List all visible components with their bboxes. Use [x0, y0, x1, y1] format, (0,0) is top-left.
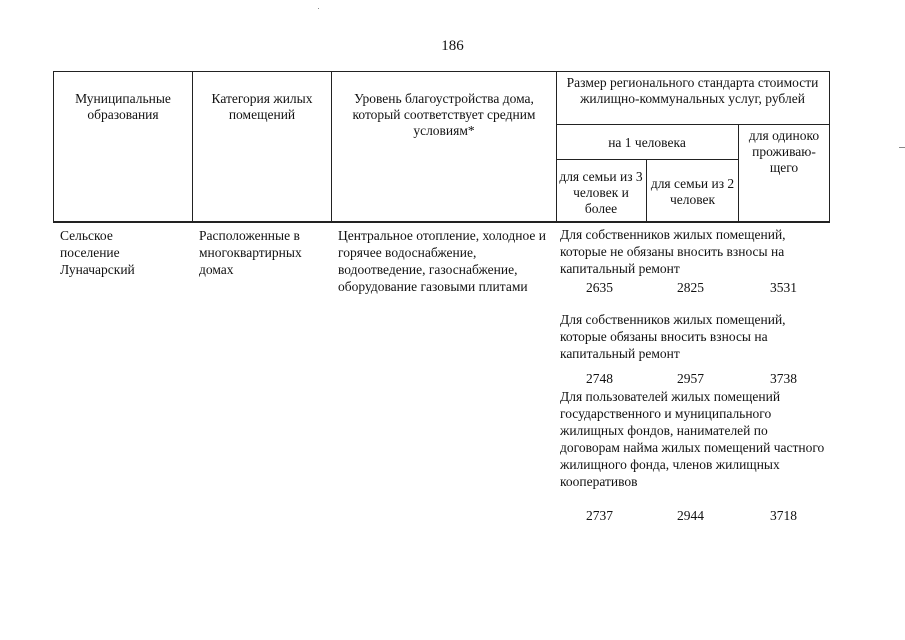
value-family-2: 2825 [677, 280, 704, 295]
group-label: Для пользователей жилых помещений государственного и муниципального жилищных фондов, нанимателей по договорам найма жилых помещений частного жилищного фонда, членов жилищных кооперативов [560, 389, 825, 489]
scan-mark [318, 8, 319, 9]
value-family-3: 2737 [586, 508, 613, 523]
group-label: Для собственников жилых помещений, которые не обязаны вносить взносы на капитальный ремонт [560, 227, 786, 276]
group-label: Для собственников жилых помещений, которые обязаны вносить взносы на капитальный ремонт [560, 312, 786, 361]
value-single: 3738 [770, 371, 797, 386]
value-family-3: 2748 [586, 371, 613, 386]
header-family-2: для семьи из 2 человек [650, 176, 735, 207]
value-family-3: 2635 [586, 280, 613, 295]
value-single: 3531 [770, 280, 797, 295]
row-improvement-level: Центральное отопление, холодное и горячее водоснабжение, водоотведение, газоснабжение, оборудование газовыми плитами [338, 228, 546, 294]
value-family-2: 2944 [677, 508, 704, 523]
page-number: 186 [441, 38, 464, 54]
header-improvement-level: Уровень благоустройства дома, который соответствует средним условиям* [352, 91, 536, 138]
header-regional-standard: Размер регионального стандарта стоимости жилищно-коммунальных услуг, рублей [566, 75, 819, 106]
header-single-resident: для одиноко проживаю-щего [748, 128, 820, 175]
header-family-3: для семьи из 3 человек и более [559, 169, 643, 216]
value-single: 3718 [770, 508, 797, 523]
header-municipality: Муниципальные образования [75, 91, 171, 122]
row-municipality: Сельское поселение Луначарский [60, 228, 135, 277]
row-category: Расположенные в многоквартирных домах [199, 228, 302, 277]
scan-mark [899, 147, 905, 148]
header-per-person: на 1 человека [608, 135, 686, 150]
header-category: Категория жилых помещений [211, 91, 313, 122]
value-family-2: 2957 [677, 371, 704, 386]
